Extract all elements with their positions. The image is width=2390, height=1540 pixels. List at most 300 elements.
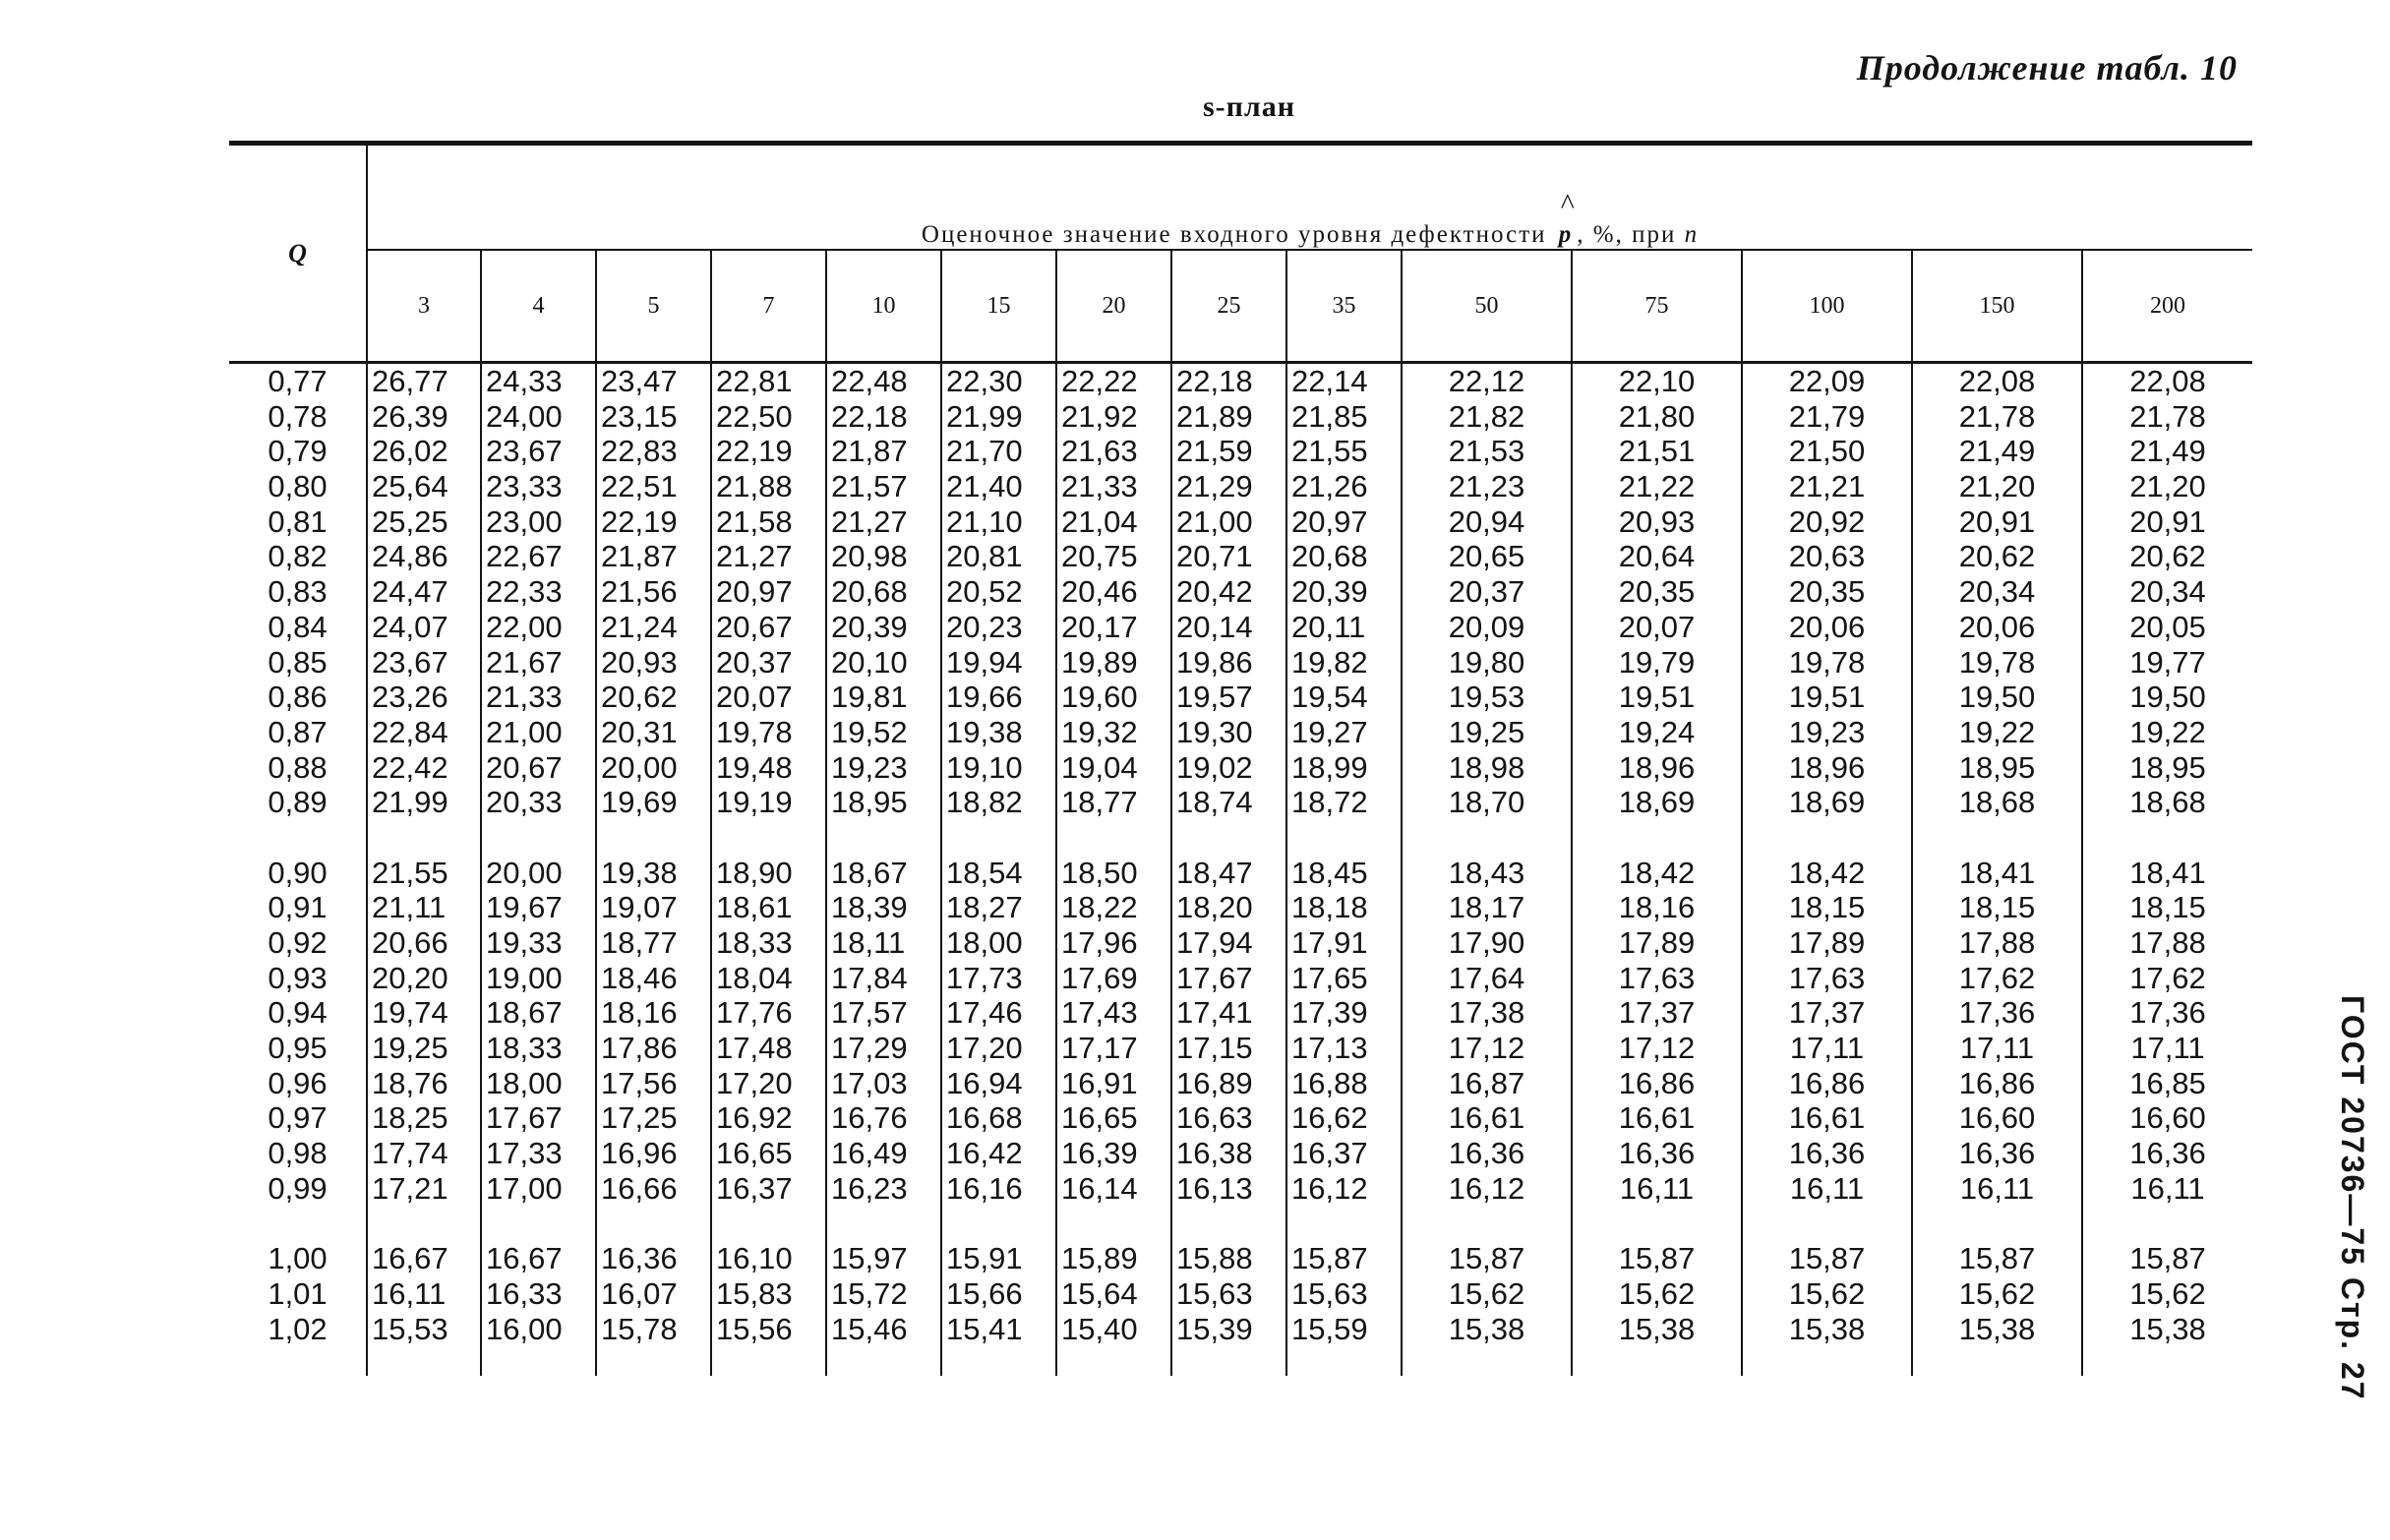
table-cell: 17,15: [1176, 1031, 1253, 1066]
table-cell: 21,51: [1618, 434, 1696, 469]
table-cell: 17,89: [1618, 925, 1696, 960]
n-letter: n: [1684, 221, 1700, 248]
table-cell: 20,94: [1448, 503, 1525, 539]
value-column-n-3: [367, 363, 481, 1347]
table-cell: 21,99: [946, 398, 1023, 434]
table-cell: 21,33: [486, 680, 563, 715]
table-cell: 18,77: [1061, 785, 1138, 820]
table-cell: 18,42: [1788, 855, 1866, 890]
table-cell: 18,45: [1291, 855, 1368, 890]
bottom-space-row: [229, 1346, 2252, 1376]
table-cell: 16,42: [946, 1136, 1023, 1171]
q-value: 0,99: [268, 1170, 328, 1206]
block-gap: [1913, 1207, 2081, 1242]
table-cell: 21,85: [1291, 398, 1368, 434]
table-cell: 15,64: [1061, 1275, 1138, 1311]
table-cell: 20,93: [601, 644, 678, 680]
table-cell: 15,88: [1176, 1241, 1253, 1276]
table-cell: 19,57: [1176, 680, 1253, 715]
table-cell: 15,91: [946, 1241, 1023, 1276]
block-gap: [716, 1207, 825, 1242]
block-gap: [372, 1207, 480, 1242]
table-cell: 19,78: [1788, 644, 1866, 680]
table-cell: 21,00: [1176, 503, 1253, 539]
table-cell: 17,29: [831, 1031, 908, 1066]
table-cell: 18,69: [1618, 785, 1696, 820]
table-cell: 21,92: [1061, 398, 1138, 434]
table-cell: 19,38: [946, 714, 1023, 749]
value-column-n-100: [1742, 363, 1912, 1347]
table-cell: 24,47: [372, 574, 448, 610]
table-cell: 21,55: [372, 855, 448, 890]
n-header-cell: 200: [2082, 250, 2252, 363]
table-cell: 17,67: [1176, 960, 1253, 995]
table-cell: 20,52: [946, 574, 1023, 610]
table-cell: 17,64: [1448, 960, 1525, 995]
table-cell: 15,53: [372, 1311, 448, 1346]
table-cell: 20,20: [372, 960, 448, 995]
table-cell: 22,83: [601, 434, 678, 469]
table-cell: 15,38: [1448, 1311, 1525, 1346]
table-cell: 15,66: [946, 1275, 1023, 1311]
table-cell: 18,98: [1448, 749, 1525, 785]
q-value: 0,82: [268, 539, 328, 574]
table-cell: 18,76: [372, 1065, 448, 1100]
table-cell: 16,12: [1291, 1170, 1368, 1206]
continuation-caption: Продолжение табл. 10: [1856, 48, 2238, 88]
table-cell: 19,33: [486, 925, 563, 960]
table-cell: 21,11: [372, 890, 447, 925]
block-gap: [601, 820, 710, 856]
table-cell: 22,81: [716, 364, 793, 398]
table-cell: 20,11: [1291, 609, 1366, 644]
value-column-n-4: [481, 363, 596, 1347]
table-cell: 17,48: [716, 1031, 793, 1066]
table-cell: 17,65: [1291, 960, 1368, 995]
table-cell: 20,62: [1958, 539, 2036, 574]
table-cell: 19,80: [1448, 644, 1525, 680]
table-cell: 18,50: [1061, 855, 1138, 890]
table-cell: 22,30: [946, 364, 1023, 398]
table-cell: 16,39: [1061, 1136, 1138, 1171]
table-cell: 18,95: [2129, 749, 2206, 785]
value-column-n-75: [1572, 363, 1742, 1347]
block-gap: [1291, 1207, 1401, 1242]
table-cell: 17,43: [1061, 995, 1138, 1031]
table-cell: 16,14: [1061, 1170, 1138, 1206]
table-cell: 23,67: [372, 644, 448, 680]
table-cell: 17,94: [1176, 925, 1253, 960]
table-cell: 17,13: [1291, 1031, 1368, 1066]
table-cell: 22,18: [831, 398, 908, 434]
table-cell: 20,37: [716, 644, 793, 680]
q-value: 0,77: [268, 364, 328, 398]
table-cell: 20,68: [831, 574, 908, 610]
table-cell: 18,22: [1061, 890, 1138, 925]
table-cell: 15,39: [1176, 1311, 1253, 1346]
table-cell: 18,15: [2129, 890, 2206, 925]
table-cell: 20,06: [1788, 609, 1866, 644]
table-cell: 21,79: [1788, 398, 1866, 434]
table-cell: 20,17: [1061, 609, 1138, 644]
table-cell: 21,00: [486, 714, 563, 749]
table-cell: 26,39: [372, 398, 448, 434]
block-gap: [946, 1207, 1055, 1242]
table-cell: 19,00: [486, 960, 563, 995]
block-gap: [486, 820, 595, 856]
table-cell: 17,67: [486, 1100, 563, 1136]
q-value: 0,91: [268, 890, 328, 925]
group-header-text: Оценочное значение входного уровня дефектности: [921, 221, 1547, 248]
table-cell: 18,43: [1448, 855, 1525, 890]
table-cell: 20,97: [716, 574, 793, 610]
q-value: 0,92: [268, 925, 328, 960]
table-cell: 18,15: [1958, 890, 2036, 925]
table-cell: 16,66: [601, 1170, 678, 1206]
table-cell: 15,46: [831, 1311, 908, 1346]
table-cell: 16,94: [946, 1065, 1023, 1100]
table-cell: 20,67: [486, 749, 563, 785]
block-gap: [2083, 1207, 2252, 1242]
table-cell: 21,21: [1788, 469, 1866, 504]
table-cell: 20,62: [2129, 539, 2206, 574]
table-cell: 19,25: [1448, 714, 1525, 749]
block-gap: [1061, 820, 1170, 856]
table-cell: 23,26: [372, 680, 448, 715]
table-cell: 20,67: [716, 609, 793, 644]
table-cell: 19,74: [372, 995, 448, 1031]
table-cell: 20,68: [1291, 539, 1368, 574]
table-cell: 19,94: [946, 644, 1023, 680]
value-column-n-150: [1912, 363, 2082, 1347]
table-cell: 22,42: [372, 749, 448, 785]
q-value: 0,98: [268, 1136, 328, 1171]
table-cell: 20,34: [2129, 574, 2206, 610]
table-cell: 20,39: [1291, 574, 1368, 610]
table-cell: 15,89: [1061, 1241, 1138, 1276]
table-cell: 15,72: [831, 1275, 908, 1311]
table-cell: 21,78: [1958, 398, 2036, 434]
table-cell: 21,87: [831, 434, 908, 469]
values-table-container: [229, 141, 2225, 1376]
table-cell: 20,35: [1618, 574, 1696, 610]
table-cell: 17,90: [1448, 925, 1525, 960]
table-cell: 18,42: [1618, 855, 1696, 890]
table-cell: 18,47: [1176, 855, 1253, 890]
table-cell: 19,51: [1618, 680, 1696, 715]
q-value: 0,88: [268, 749, 328, 785]
table-cell: 21,20: [1958, 469, 2036, 504]
table-cell: 17,96: [1061, 925, 1138, 960]
table-cell: 19,04: [1061, 749, 1138, 785]
n-header-cell: 10: [826, 250, 941, 363]
table-cell: 19,67: [486, 890, 563, 925]
table-cell: 19,81: [831, 680, 908, 715]
n-header-cell: 35: [1286, 250, 1402, 363]
table-cell: 16,37: [716, 1170, 793, 1206]
table-cell: 16,68: [946, 1100, 1023, 1136]
table-cell: 20,06: [1958, 609, 2036, 644]
block-gap: [1573, 820, 1741, 856]
defect-level-group-header: [367, 146, 2252, 250]
table-cell: 19,23: [831, 749, 908, 785]
table-cell: 20,93: [1618, 503, 1696, 539]
table-cell: 20,00: [486, 855, 563, 890]
table-cell: 15,62: [2129, 1275, 2206, 1311]
table-cell: 19,54: [1291, 680, 1368, 715]
table-cell: 16,11: [372, 1275, 447, 1311]
n-header-cell: 25: [1171, 250, 1286, 363]
table-cell: 19,32: [1061, 714, 1138, 749]
table-cell: 19,24: [1618, 714, 1696, 749]
table-cell: 17,84: [831, 960, 908, 995]
table-cell: 18,72: [1291, 785, 1368, 820]
table-cell: 18,54: [946, 855, 1023, 890]
table-cell: 17,03: [831, 1065, 908, 1100]
table-cell: 19,23: [1788, 714, 1866, 749]
table-cell: 18,41: [1958, 855, 2036, 890]
table-cell: 19,30: [1176, 714, 1253, 749]
table-cell: 21,67: [486, 644, 563, 680]
table-cell: 21,78: [2129, 398, 2206, 434]
table-cell: 16,11: [1959, 1170, 2035, 1206]
table-cell: 21,23: [1448, 469, 1525, 504]
table-cell: 19,69: [601, 785, 678, 820]
table-cell: 22,12: [1448, 364, 1525, 398]
table-cell: 19,82: [1291, 644, 1368, 680]
table-cell: 17,62: [2129, 960, 2206, 995]
table-cell: 21,88: [716, 469, 793, 504]
table-cell: 19,19: [716, 785, 793, 820]
table-cell: 21,50: [1788, 434, 1866, 469]
block-gap: [716, 820, 825, 856]
table-cell: 22,08: [1958, 364, 2036, 398]
table-cell: 17,88: [1958, 925, 2036, 960]
table-cell: 20,65: [1448, 539, 1525, 574]
table-cell: 17,33: [486, 1136, 563, 1171]
table-cell: 16,36: [1618, 1136, 1696, 1171]
table-cell: 19,78: [716, 714, 793, 749]
table-cell: 15,87: [1958, 1241, 2036, 1276]
table-cell: 16,60: [2129, 1100, 2206, 1136]
table-cell: 21,55: [1291, 434, 1368, 469]
table-cell: 21,59: [1176, 434, 1253, 469]
table-cell: 16,11: [1619, 1170, 1695, 1206]
table-cell: 15,62: [1618, 1275, 1696, 1311]
table-cell: 20,00: [601, 749, 678, 785]
table-cell: 17,41: [1176, 995, 1253, 1031]
table-cell: 22,67: [486, 539, 563, 574]
table-cell: 16,37: [1291, 1136, 1368, 1171]
table-cell: 16,11: [2130, 1170, 2205, 1206]
table-cell: 16,11: [1789, 1170, 1865, 1206]
table-cell: 21,10: [946, 503, 1023, 539]
table-cell: 16,86: [1618, 1065, 1696, 1100]
table-cell: 16,23: [831, 1170, 908, 1206]
q-value: 0,83: [268, 574, 328, 610]
table-cell: 22,22: [1061, 364, 1138, 398]
table-cell: 15,38: [2129, 1311, 2206, 1346]
table-cell: 23,33: [486, 469, 563, 504]
table-cell: 18,15: [1788, 890, 1866, 925]
table-cell: 15,63: [1176, 1275, 1253, 1311]
table-cell: 20,81: [946, 539, 1023, 574]
q-value: 0,97: [268, 1100, 328, 1136]
table-cell: 20,07: [716, 680, 793, 715]
table-cell: 23,15: [601, 398, 678, 434]
table-cell: 17,63: [1788, 960, 1866, 995]
q-value: 0,85: [268, 644, 328, 680]
n-header-cell: 100: [1742, 250, 1912, 363]
block-gap: [1403, 820, 1571, 856]
table-cell: 21,87: [601, 539, 678, 574]
table-cell: 17,20: [716, 1065, 793, 1100]
block-gap: [946, 820, 1055, 856]
table-cell: 20,75: [1061, 539, 1138, 574]
table-cell: 19,78: [1958, 644, 2036, 680]
table-cell: 19,22: [2129, 714, 2206, 749]
table-cell: 18,77: [601, 925, 678, 960]
table-cell: 15,38: [1788, 1311, 1866, 1346]
table-cell: 16,61: [1618, 1100, 1696, 1136]
table-cell: 15,40: [1061, 1311, 1138, 1346]
table-cell: 17,56: [601, 1065, 678, 1100]
table-cell: 17,74: [372, 1136, 448, 1171]
table-cell: 16,67: [372, 1241, 448, 1276]
table-cell: 17,37: [1618, 995, 1696, 1031]
table-cell: 26,02: [372, 434, 448, 469]
table-cell: 16,91: [1061, 1065, 1138, 1100]
block-gap: [1573, 1207, 1741, 1242]
table-cell: 17,12: [1618, 1031, 1696, 1066]
table-cell: 21,63: [1061, 434, 1138, 469]
table-cell: 16,88: [1291, 1065, 1368, 1100]
table-cell: 16,36: [1448, 1136, 1525, 1171]
n-header-cell: 50: [1402, 250, 1572, 363]
table-cell: 17,11: [2130, 1031, 2205, 1066]
table-cell: 24,86: [372, 539, 448, 574]
q-value: 1,00: [268, 1241, 328, 1276]
table-cell: 21,04: [1061, 503, 1138, 539]
table-cell: 20,64: [1618, 539, 1696, 574]
table-cell: 20,39: [831, 609, 908, 644]
table-cell: 19,86: [1176, 644, 1253, 680]
table-cell: 20,98: [831, 539, 908, 574]
value-column-n-25: [1171, 363, 1286, 1347]
table-cell: 15,56: [716, 1311, 793, 1346]
table-cell: 18,67: [831, 855, 908, 890]
value-column-n-20: [1056, 363, 1171, 1347]
table-cell: 21,99: [372, 785, 448, 820]
table-cell: 23,47: [601, 364, 678, 398]
table-cell: 20,14: [1176, 609, 1253, 644]
table-cell: 19,79: [1618, 644, 1696, 680]
table-cell: 18,61: [716, 890, 793, 925]
table-cell: 20,71: [1176, 539, 1253, 574]
table-cell: 15,62: [1788, 1275, 1866, 1311]
table-cell: 17,88: [2129, 925, 2206, 960]
q-value: 0,84: [268, 609, 328, 644]
table-cell: 17,86: [601, 1031, 678, 1066]
table-cell: 22,08: [2129, 364, 2206, 398]
table-cell: 17,37: [1788, 995, 1866, 1031]
table-cell: 21,27: [831, 503, 908, 539]
table-cell: 21,40: [946, 469, 1023, 504]
table-cell: 18,39: [831, 890, 908, 925]
table-cell: 21,24: [601, 609, 678, 644]
table-cell: 15,62: [1448, 1275, 1525, 1311]
q-value: 0,86: [268, 680, 328, 715]
table-cell: 24,07: [372, 609, 448, 644]
block-gap: [1176, 820, 1285, 856]
table-cell: 16,89: [1176, 1065, 1253, 1100]
table-cell: 17,39: [1291, 995, 1368, 1031]
p-hat-symbol: [1558, 188, 1577, 249]
table-cell: 18,95: [831, 785, 908, 820]
table-cell: 20,62: [601, 680, 678, 715]
table-cell: 21,33: [1061, 469, 1138, 504]
table-cell: 21,70: [946, 434, 1023, 469]
table-cell: 15,63: [1291, 1275, 1368, 1311]
n-header-cell: 7: [711, 250, 826, 363]
table-cell: 16,36: [2129, 1136, 2206, 1171]
block-gap: [372, 820, 480, 856]
table-cell: 15,87: [2129, 1241, 2206, 1276]
table-cell: 20,46: [1061, 574, 1138, 610]
block-gap: [1743, 820, 1911, 856]
table-cell: 20,05: [2129, 609, 2206, 644]
value-column-n-50: [1402, 363, 1572, 1347]
n-header-cell: 3: [367, 250, 481, 363]
table-cell: 16,61: [1448, 1100, 1525, 1136]
table-cell: 18,33: [486, 1031, 563, 1066]
n-header-row: [229, 250, 2252, 363]
table-cell: 16,36: [1788, 1136, 1866, 1171]
table-cell: 17,25: [601, 1100, 678, 1136]
table-cell: 18,46: [601, 960, 678, 995]
table-cell: 19,60: [1061, 680, 1138, 715]
table-cell: 17,20: [946, 1031, 1023, 1066]
table-cell: 21,53: [1448, 434, 1525, 469]
table-cell: 18,27: [946, 890, 1023, 925]
q-value: 1,01: [268, 1275, 328, 1311]
table-cell: 21,58: [716, 503, 793, 539]
block-gap: [1291, 820, 1401, 856]
table-cell: 25,64: [372, 469, 448, 504]
table-cell: 20,35: [1788, 574, 1866, 610]
table-cell: 22,50: [716, 398, 793, 434]
table-cell: 19,38: [601, 855, 678, 890]
table-cell: 16,76: [831, 1100, 908, 1136]
n-header-cell: 15: [941, 250, 1056, 363]
side-caption: ГОСТ 20736—75 Стр. 27: [2335, 995, 2370, 1401]
table-cell: 21,20: [2129, 469, 2206, 504]
n-header-cell: 75: [1572, 250, 1742, 363]
table-cell: 20,07: [1618, 609, 1696, 644]
table-cell: 15,97: [831, 1241, 908, 1276]
table-cell: 21,57: [831, 469, 908, 504]
table-cell: 16,07: [601, 1275, 678, 1311]
table-cell: 22,48: [831, 364, 908, 398]
table-cell: 22,19: [601, 503, 678, 539]
value-column-n-10: [826, 363, 941, 1347]
table-cell: 17,76: [716, 995, 793, 1031]
table-cell: 16,67: [486, 1241, 563, 1276]
table-cell: 19,53: [1448, 680, 1525, 715]
table-cell: 21,80: [1618, 398, 1696, 434]
p-letter: p: [1558, 221, 1574, 248]
table-cell: 20,09: [1448, 609, 1525, 644]
